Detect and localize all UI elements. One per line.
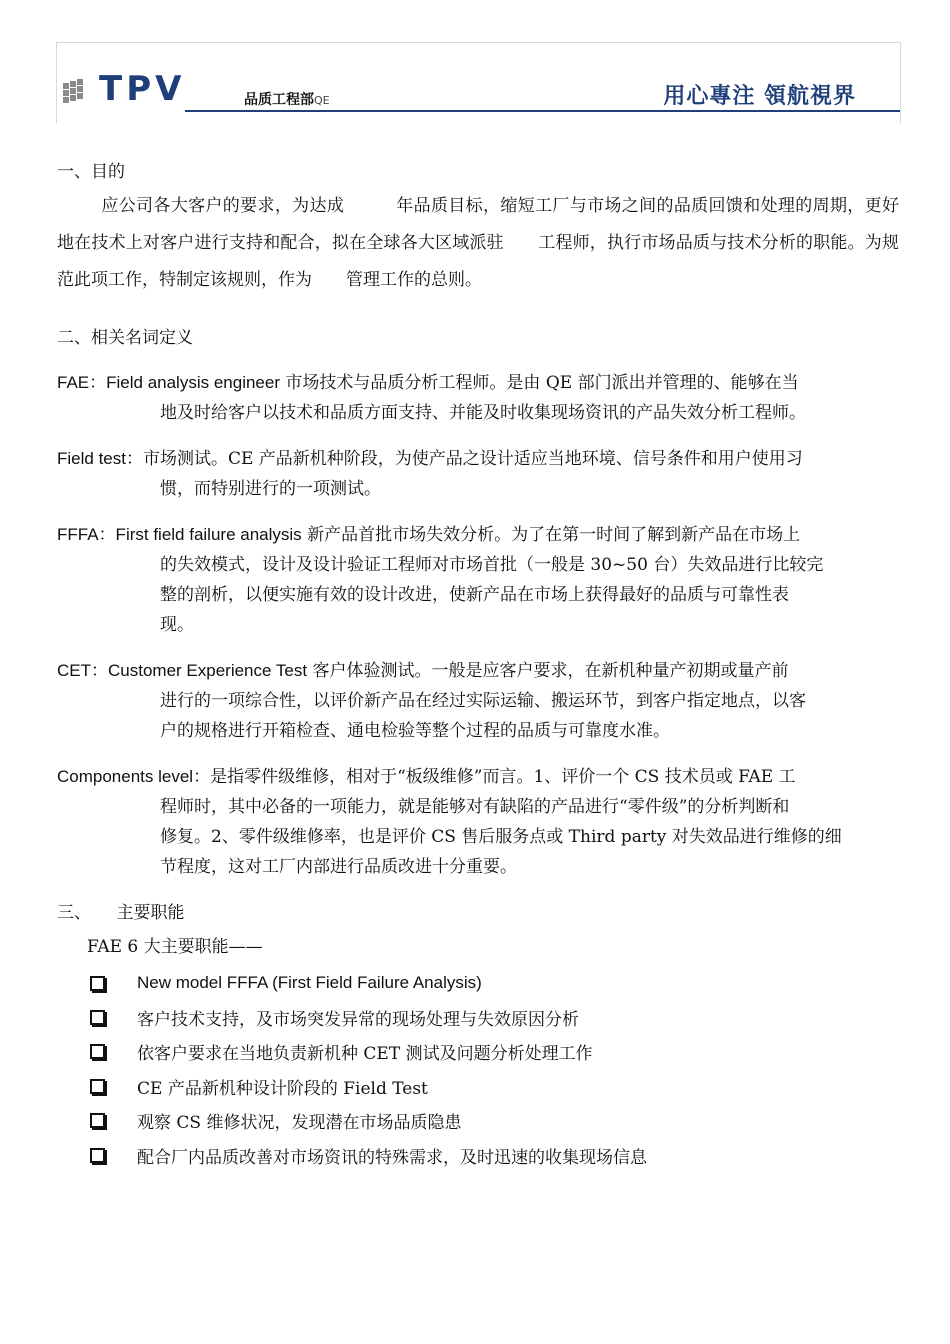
section-title-duties: 三、 主要职能 (57, 903, 185, 923)
definition-line: 进行的一项综合性，以评价新产品在经过实际运输、搬运环节，到客户指定地点，以客 (160, 691, 806, 711)
definition-line: 客户体验测试。一般是应客户要求，在新机种量产初期或量产前 (312, 661, 789, 681)
checkbox-bullet-icon (90, 1044, 105, 1059)
list-item (90, 1035, 647, 1069)
definition-cet (57, 656, 899, 746)
definition-line: 户的规格进行开箱检查、通电检验等整个过程的品质与可靠度水准。 (160, 721, 670, 741)
definition-term: FFFA：First field failure analysis (57, 525, 302, 544)
definition-fffa (57, 520, 899, 640)
checkbox-bullet-icon (90, 1079, 105, 1094)
definition-line: 惯，而特别进行的一项测试。 (160, 479, 381, 499)
tpv-logo-icon (61, 77, 91, 107)
definition-line: 市场测试。CE 产品新机种阶段，为使产品之设计适应当地环境、信号条件和用户使用习 (142, 449, 803, 469)
definition-line: 是指零件级维修，相对于“板级维修”而言。1、评价一个 CS 技术员或 FAE 工 (210, 767, 796, 787)
definition-term: CET：Customer Experience Test (57, 661, 308, 680)
purpose-text: 应公司各大客户的要求，为达成 年品质目标，缩短工厂与市场之间的品质回馈和处理的周期，更好地在技术上对客户进行支持和配合，拟在全球各大区域派驻 工程师，执行市场品质与技术分析的职能。为规范此项工作，特制定该规则，作为 管理工作的总则。 (57, 196, 899, 290)
definition-line: 市场技术与品质分析工程师。是由 QE 部门派出并管理的、能够在当 (285, 373, 799, 393)
duty-text: 配合厂内品质改善对市场资讯的特殊需求，及时迅速的收集现场信息 (137, 1147, 647, 1168)
definition-term: FAE：Field analysis engineer (57, 373, 281, 392)
definition-line: 节程度，这对工厂内部进行品质改进十分重要。 (160, 857, 517, 877)
checkbox-bullet-icon (90, 976, 105, 991)
duty-text: 观察 CS 维修状况，发现潜在市场品质隐患 (137, 1113, 462, 1134)
definition-line: 整的剖析，以便实施有效的设计改进，使新产品在市场上获得最好的品质与可靠性表 (160, 585, 789, 605)
definition-line: 的失效模式，设计及设计验证工程师对市场首批（一般是 30~50 台）失效品进行比较完 (160, 555, 824, 575)
section-title-definitions: 二、相关名词定义 (57, 328, 193, 348)
definition-line: 程师时，其中必备的一项能力，就是能够对有缺陷的产品进行“零件级”的分析判断和 (160, 797, 790, 817)
definition-line: 地及时给客户以技术和品质方面支持、并能及时收集现场资讯的产品失效分析工程师。 (160, 403, 806, 423)
definition-components-level (57, 762, 899, 882)
section-title-purpose: 一、目的 (57, 162, 125, 182)
logo-text: TPV (99, 69, 186, 109)
slogan: 用心專注 領航視界 (663, 84, 856, 109)
department-suffix: QE (314, 94, 330, 107)
list-item (90, 1138, 647, 1172)
definition-line: 现。 (160, 615, 194, 635)
definition-line: 修复。2、零件级维修率，也是评价 CS 售后服务点或 Third party 对失效品进行维修的细 (160, 827, 842, 847)
duty-text: 依客户要求在当地负责新机种 CET 测试及问题分析处理工作 (137, 1044, 593, 1065)
purpose-paragraph (57, 188, 899, 299)
definition-line: 新产品首批市场失效分析。为了在第一时间了解到新产品在市场上 (307, 525, 801, 545)
duty-text: New model FFFA (First Field Failure Analysis) (137, 973, 482, 993)
page-header (56, 42, 901, 123)
department-name: 品质工程部 (244, 92, 314, 108)
header-divider (185, 110, 900, 112)
department-label (244, 89, 330, 109)
list-item (90, 1000, 647, 1034)
duty-text: 客户技术支持，及市场突发异常的现场处理与失效原因分析 (137, 1010, 579, 1031)
definition-term: Field test： (57, 449, 143, 468)
list-item (90, 966, 647, 1000)
definition-fae (57, 368, 899, 428)
duties-list (90, 966, 647, 1172)
definition-field-test (57, 444, 899, 504)
list-item (90, 1104, 647, 1138)
duties-subtitle: FAE 6 大主要职能—— (87, 937, 263, 957)
checkbox-bullet-icon (90, 1113, 105, 1128)
list-item (90, 1069, 647, 1103)
definition-term: Components level： (57, 767, 211, 786)
checkbox-bullet-icon (90, 1148, 105, 1163)
checkbox-bullet-icon (90, 1010, 105, 1025)
duty-text: CE 产品新机种设计阶段的 Field Test (137, 1078, 428, 1099)
